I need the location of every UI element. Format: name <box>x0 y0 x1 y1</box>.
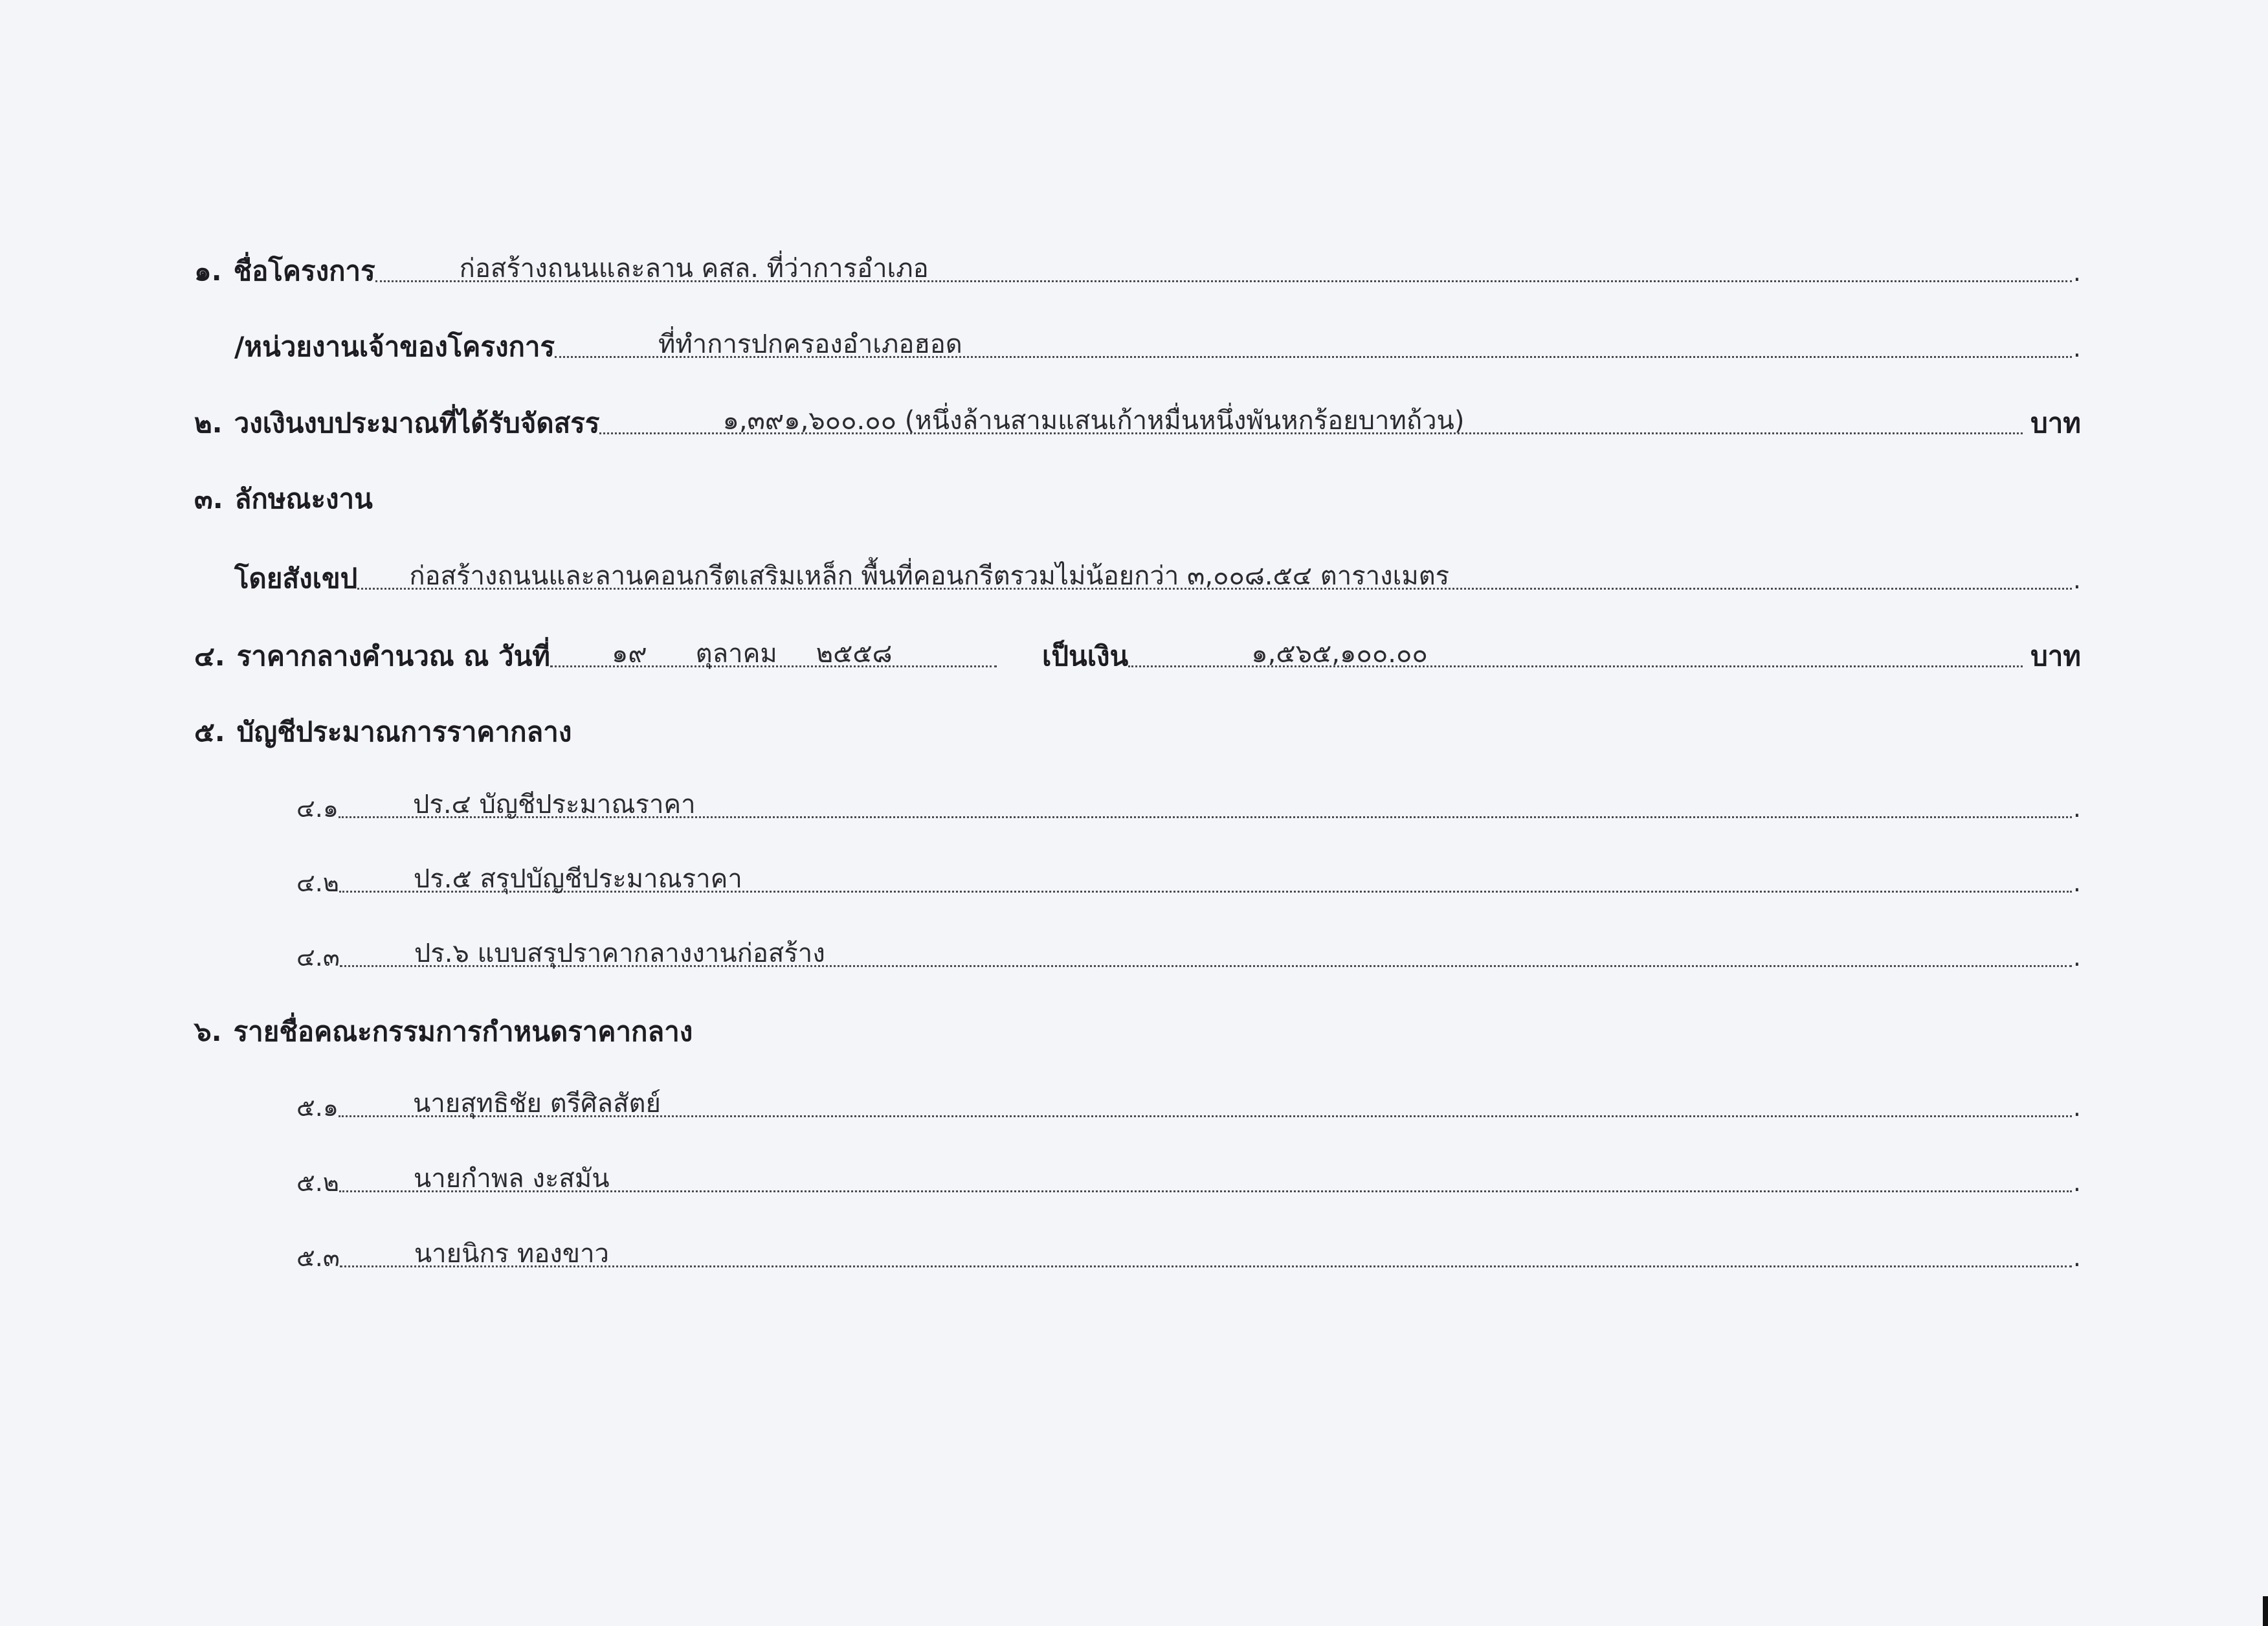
item-number: ๕.๒ <box>296 1168 339 1197</box>
item-value: ปร.๔ บัญชีประมาณราคา <box>412 790 696 819</box>
end-mark: . <box>2073 1243 2081 1272</box>
agency-label: /หน่วยงานเจ้าของโครงการ <box>234 331 555 362</box>
item-number: ๔.๑ <box>296 794 339 823</box>
list-item <box>296 850 2081 895</box>
estimate-list-label: บัญชีประมาณการราคากลาง <box>236 716 572 748</box>
item-number: ๔.๓ <box>296 943 340 972</box>
section-number: ๑. <box>194 255 222 287</box>
list-item <box>296 775 2081 821</box>
amount-unit: บาท <box>2030 640 2081 672</box>
budget-unit: บาท <box>2030 407 2081 439</box>
end-mark: . <box>2073 566 2081 594</box>
median-price-row <box>194 625 2081 670</box>
end-mark: . <box>2073 1168 2081 1197</box>
item-field <box>340 929 2072 967</box>
scan-edge-mark <box>2263 1596 2268 1626</box>
summary-field <box>357 551 2072 590</box>
end-mark: . <box>2073 869 2081 897</box>
end-mark: . <box>2073 258 2081 287</box>
list-item <box>296 1075 2081 1120</box>
end-mark: . <box>2073 943 2081 972</box>
committee-member-name: นายนิกร ทองขาว <box>414 1239 610 1269</box>
agency-row <box>234 315 2081 361</box>
committee-member-name: นายสุทธิชัย ตรีศิลสัตย์ <box>412 1089 661 1119</box>
estimate-list-row <box>194 700 1165 746</box>
date-year: ๒๕๕๘ <box>816 639 893 669</box>
item-number: ๕.๑ <box>296 1093 339 1122</box>
committee-row <box>194 1000 1165 1045</box>
committee-label: รายชื่อคณะกรรมการกำหนดราคากลาง <box>233 1016 693 1047</box>
item-field <box>339 1079 2072 1117</box>
project-name-label: ชื่อโครงการ <box>233 255 375 287</box>
date-month: ตุลาคม <box>695 639 777 669</box>
median-price-label: ราคากลางคำนวณ ณ วันที่ <box>236 640 550 672</box>
amount-field <box>1128 629 2023 667</box>
amount-label: เป็นเงิน <box>1041 640 1129 672</box>
section-number: ๔. <box>194 640 225 672</box>
list-item <box>296 1150 2081 1195</box>
committee-member-name: นายกำพล งะสมัน <box>413 1164 610 1194</box>
item-number: ๔.๒ <box>296 869 339 897</box>
agency-field <box>555 320 2072 358</box>
project-name-field <box>375 244 2072 282</box>
agency-value: ที่ทำการปกครองอำเภอฮอด <box>658 329 962 359</box>
section-number: ๖. <box>194 1016 222 1047</box>
work-nature-label: ลักษณะงาน <box>234 483 373 515</box>
item-field <box>339 1154 2072 1192</box>
budget-row <box>194 392 2081 437</box>
item-field <box>339 780 2072 818</box>
item-number: ๕.๓ <box>296 1243 340 1272</box>
budget-label: วงเงินงบประมาณที่ได้รับจัดสรร <box>234 407 600 439</box>
section-number: ๒. <box>194 407 223 439</box>
item-field <box>339 854 2072 893</box>
summary-label: โดยสังเขป <box>234 562 358 594</box>
amount-value: ๑,๕๖๕,๑๐๐.๐๐ <box>1251 639 1428 669</box>
budget-field <box>599 396 2023 434</box>
section-number: ๕. <box>194 716 225 748</box>
item-value: ปร.๕ สรุปบัญชีประมาณราคา <box>413 864 742 894</box>
project-name-row <box>194 239 2081 285</box>
list-item <box>296 1225 2081 1270</box>
item-field <box>340 1229 2072 1267</box>
budget-value: ๑,๓๙๑,๖๐๐.๐๐ (หนึ่งล้านสามแสนเก้าหมื่นหนึ่งพันหกร้อยบาทถ้วน) <box>722 406 1465 436</box>
section-number: ๓. <box>194 483 223 515</box>
end-mark: . <box>2073 794 2081 823</box>
date-day: ๑๙ <box>611 639 647 669</box>
end-mark: . <box>2073 334 2081 362</box>
end-mark: . <box>2073 1093 2081 1122</box>
project-name-value: ก่อสร้างถนนและลาน คสล. ที่ว่าการอำเภอ <box>459 254 929 284</box>
list-item <box>296 924 2081 970</box>
work-nature-row <box>194 467 971 513</box>
summary-row <box>234 547 2081 592</box>
date-field <box>550 629 997 667</box>
item-value: ปร.๖ แบบสรุปราคากลางงานก่อสร้าง <box>414 939 825 968</box>
summary-value: ก่อสร้างถนนและลานคอนกรีตเสริมเหล็ก พื้นที่คอนกรีตรวมไม่น้อยกว่า ๓,๐๐๘.๕๔ ตารางเมตร <box>409 561 1450 591</box>
